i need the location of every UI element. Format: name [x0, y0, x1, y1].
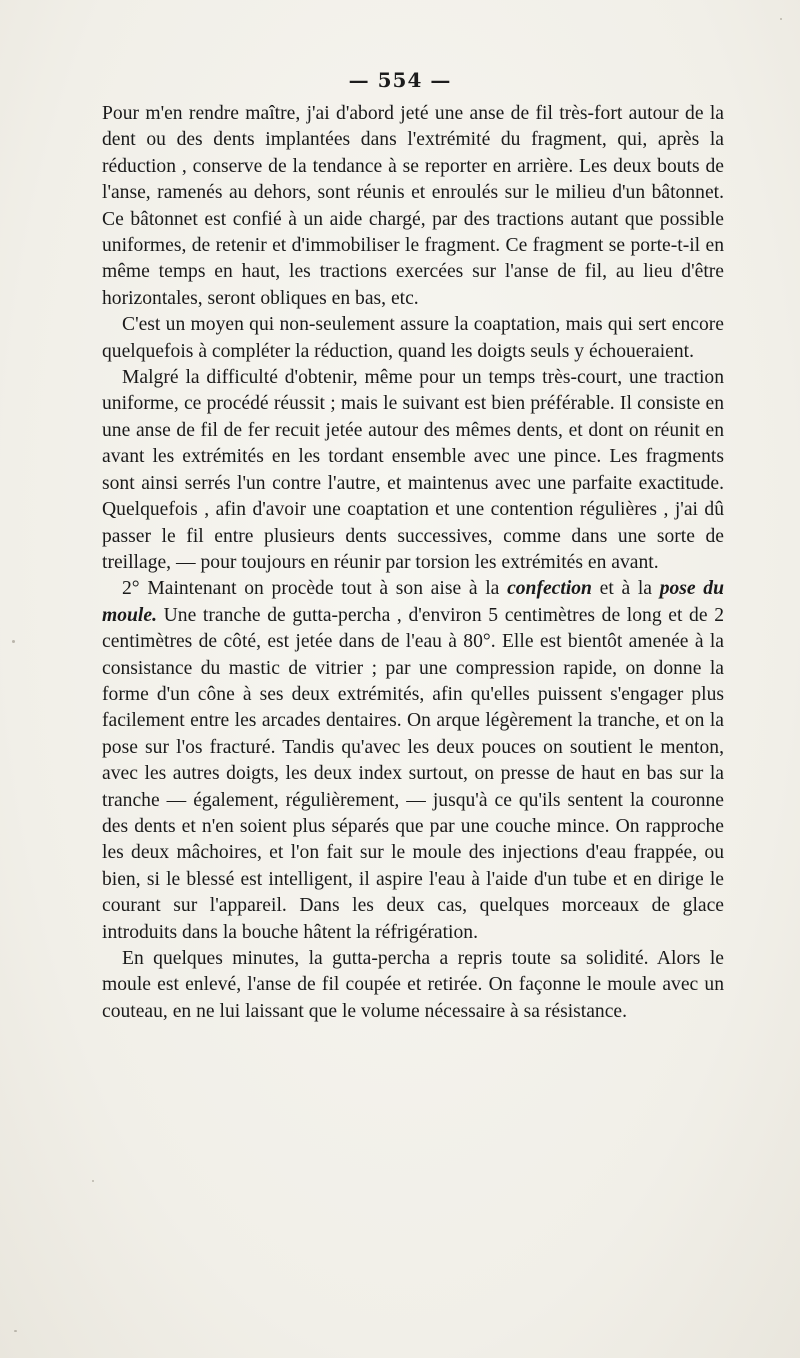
- paragraph-4-lead: 2° Maintenant on procède tout à son aise à la: [122, 578, 508, 600]
- paragraph-4-emphasis-confection: confection: [507, 578, 592, 600]
- paragraph-4-rest: Une tranche de gutta-percha , d'environ 5 centimètres de long et de 2 centimètres de côté, est jetée dans de l'eau à 80°. Elle est bientôt amenée à la consistance du mastic de vitrier ; par une compression rapide, on donne la forme d'un cône à ses deux extrémités, afin qu'elles puissent s'engager plus facilement entre les arcades dentaires. On arque légèrement la tranche, et on la pose sur l'os fracturé. Tandis qu'avec les deux pouces on soutient le menton, avec les autres doigts, les deux index surtout, on presse de haut en bas sur la tranche — également, régulièrement, — jusqu'à ce qu'ils sentent la couronne des dents et n'en soient plus séparés que par une couche mince. On rapproche les deux mâchoires, et l'on fait sur le moule des injections d'eau frappée, ou bien, si le blessé est intelligent, il aspire l'eau à l'aide d'un tube et en dirige le courant sur l'appareil. Dans les deux cas, quelques morceaux de glace introduits dans la bouche hâtent la réfrigération.: [102, 604, 724, 943]
- paragraph-4-emphasis-pose-du-moule: pose du moule.: [102, 578, 724, 626]
- paper-speck: [12, 640, 15, 643]
- paper-speck: [14, 1330, 17, 1332]
- paper-speck: [780, 18, 782, 20]
- body-text: [102, 101, 724, 1025]
- paragraph-5: En quelques minutes, la gutta-percha a repris toute sa solidité. Alors le moule est enlevé, l'anse de fil coupée et retirée. On façonne le moule avec un couteau, en ne lui laissant que le volume nécessaire à sa résistance.: [102, 948, 724, 1022]
- paragraph-1: Pour m'en rendre maître, j'ai d'abord jeté une anse de fil très-fort autour de la dent ou des dents implantées dans l'extrémité du fragment, qui, après la réduction , conserve de la tendance à se reporter en arrière. Les deux bouts de l'anse, ramenés au dehors, sont réunis et enroulés sur le milieu d'un bâtonnet. Ce bâtonnet est confié à un aide chargé, par des tractions autant que possible uniformes, de retenir et d'immobiliser le fragment. Ce fragment se porte-t-il en même temps en haut, les tractions exercées sur l'anse de fil, au lieu d'être horizontales, seront obliques en bas, etc.: [102, 103, 724, 309]
- paragraph-4-mid: et à la: [591, 578, 660, 600]
- paragraph-2: C'est un moyen qui non-seulement assure la coaptation, mais qui sert encore quelquefois à compléter la réduction, quand les doigts seuls y échoueraient.: [102, 314, 724, 362]
- paragraph-4: [102, 576, 724, 946]
- page-number: — 554 —: [348, 68, 452, 92]
- paper-speck: [92, 1180, 94, 1182]
- paragraph-3: Malgré la difficulté d'obtenir, même pour un temps très-court, une traction uniforme, ce procédé réussit ; mais le suivant est bien préférable. Il consiste en une anse de fil de fer recuit jetée autour des mêmes dents, et dont on réunit en avant les extrémités en les tordant ensemble avec une pince. Les fragments sont ainsi serrés l'un contre l'autre, et maintenus avec une parfaite exactitude. Quelquefois , afin d'avoir une coaptation et une contention régulières , j'ai dû passer le fil entre plusieurs dents successives, comme dans une sorte de treillage, — pour toujours en réunir par torsion les extrémités en avant.: [102, 367, 724, 573]
